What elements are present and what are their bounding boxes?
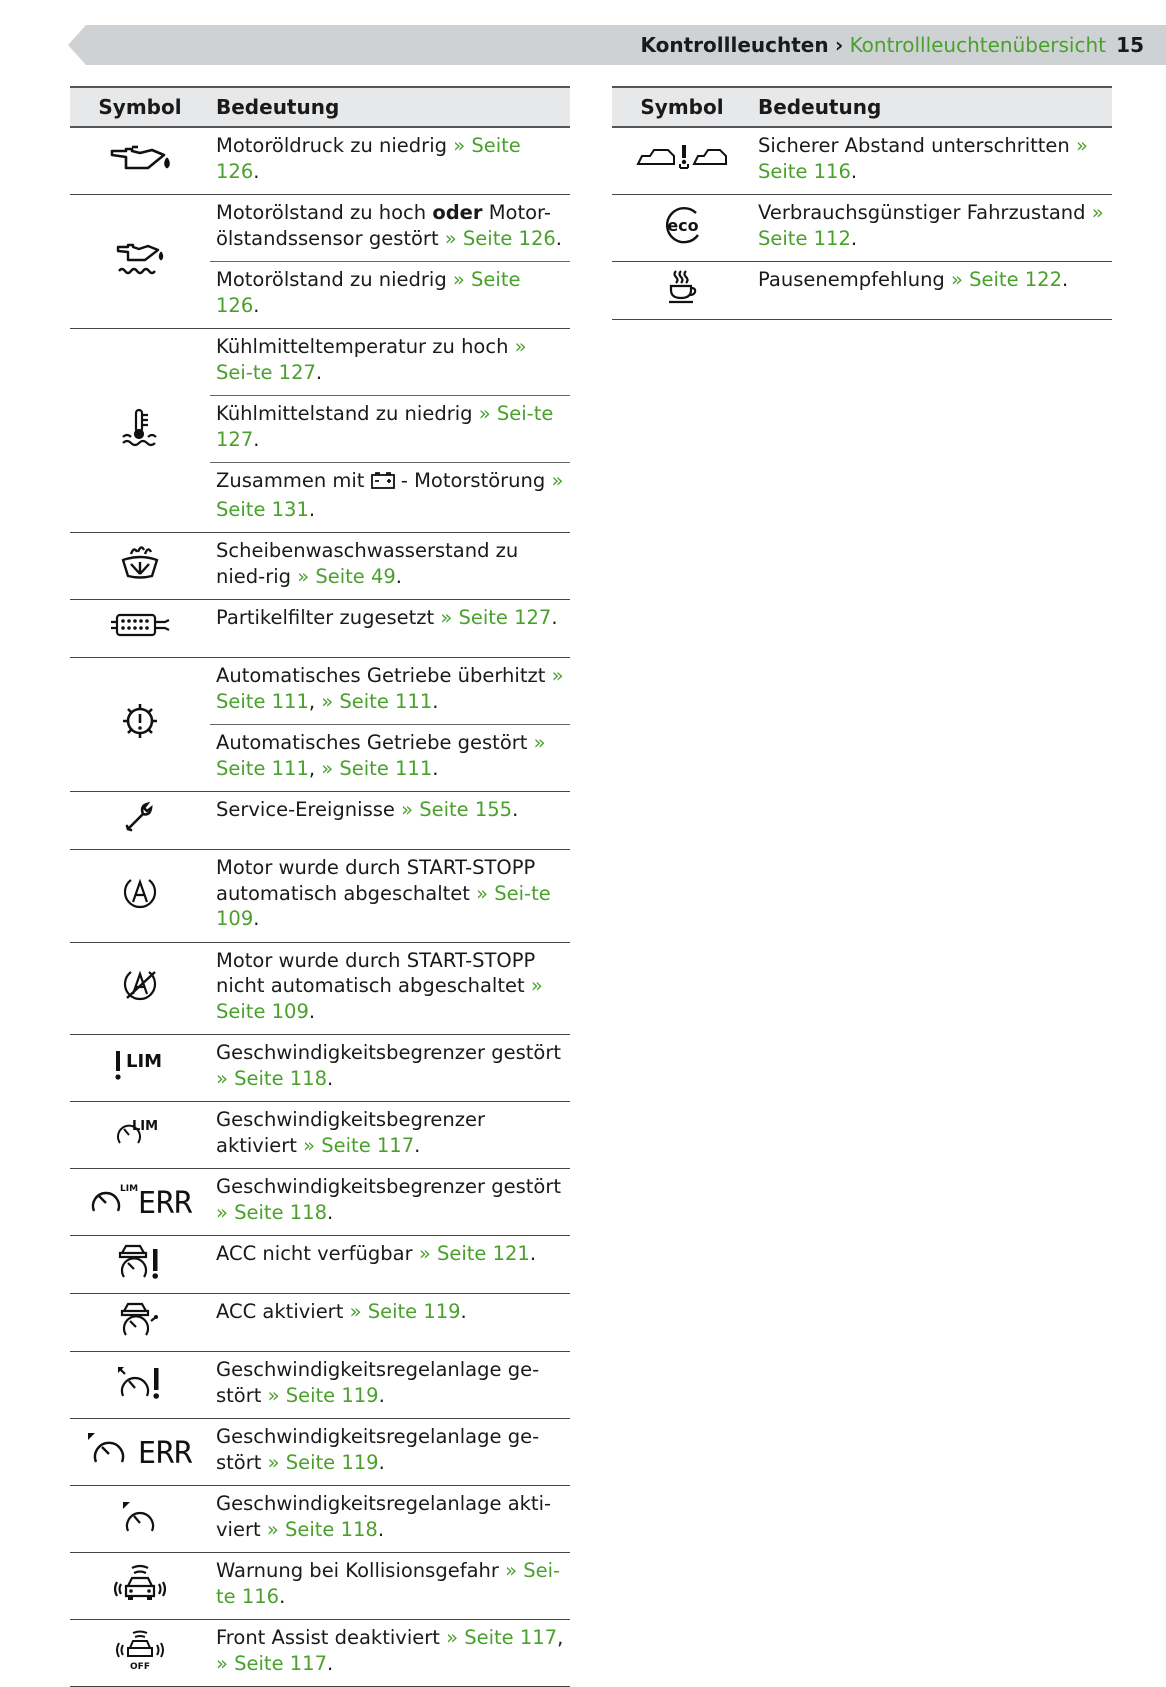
page-link[interactable]: » Seite 131 xyxy=(216,469,564,521)
table-header-row xyxy=(612,87,1112,127)
table-row xyxy=(70,1236,570,1294)
meaning-cell xyxy=(210,1169,570,1236)
meaning-text: Partikelfilter zugesetzt xyxy=(216,606,435,629)
symbol-cell xyxy=(70,1294,210,1352)
table-row xyxy=(70,1352,570,1419)
symbol-cell xyxy=(70,1236,210,1294)
meaning-cell: Automatisches Getriebe gestört » Seite 111, » Seite 111. xyxy=(210,725,570,792)
err-label: ERR xyxy=(138,1185,193,1217)
breadcrumb xyxy=(640,31,1106,59)
meaning-cell xyxy=(210,533,570,600)
table-row xyxy=(70,1553,570,1620)
table-row xyxy=(70,1294,570,1352)
meaning-tail: . xyxy=(432,689,439,713)
meaning-tail: . xyxy=(315,360,323,384)
eco-icon xyxy=(660,205,704,245)
meaning-text: Front Assist deaktiviert xyxy=(216,1626,440,1649)
breadcrumb-subsection[interactable]: Kontrollleuchtenübersicht xyxy=(849,33,1106,57)
err-label: ERR xyxy=(138,1435,193,1468)
oil-pressure-icon xyxy=(108,141,172,175)
breadcrumb-section[interactable]: Kontrollleuchten xyxy=(640,33,829,57)
symbol-cell xyxy=(70,533,210,600)
column-header-meaning: Bedeutung xyxy=(210,87,570,127)
symbol-cell xyxy=(70,600,210,658)
symbol-cell xyxy=(70,195,210,329)
page-link[interactable]: » Seite 118 xyxy=(266,1517,378,1541)
meaning-cell xyxy=(210,262,570,329)
page-link[interactable]: » Seite 117 xyxy=(303,1133,415,1157)
meaning-cell xyxy=(210,1553,570,1620)
page-link[interactable]: » Sei-te 127 xyxy=(216,335,527,384)
table-row xyxy=(70,792,570,850)
meaning-tail: . xyxy=(378,1450,385,1474)
page-link[interactable]: » Seite 119 xyxy=(267,1383,379,1407)
page-link[interactable]: » Seite 117 xyxy=(446,1626,558,1649)
symbol-cell xyxy=(70,1169,210,1236)
table-row xyxy=(70,127,570,195)
meaning-text: Pausenempfehlung xyxy=(758,268,945,291)
meaning-cell xyxy=(210,1419,570,1486)
meaning-tail: . xyxy=(326,1066,334,1090)
meaning-text: ACC aktiviert xyxy=(216,1300,344,1323)
meaning-tail: . xyxy=(253,159,260,183)
washer-fluid-icon xyxy=(119,544,161,582)
meaning-cell xyxy=(210,942,570,1035)
table-row xyxy=(70,942,570,1035)
meaning-cell xyxy=(210,396,570,463)
off-label: OFF xyxy=(130,1661,150,1671)
meaning-tail: . xyxy=(850,159,858,183)
symbol-cell xyxy=(70,1419,210,1486)
meaning-text: Scheibenwaschwasserstand zu nied-rig xyxy=(216,539,519,588)
meaning-cell xyxy=(752,195,1112,262)
meaning-cell xyxy=(210,600,570,658)
meaning-cell xyxy=(210,792,570,850)
table-row xyxy=(612,262,1112,320)
table-row xyxy=(70,850,570,943)
page-link[interactable]: » Seite 111 xyxy=(321,756,433,780)
symbol-cell xyxy=(70,329,210,533)
meaning-cell xyxy=(210,1294,570,1352)
cruise-err-icon xyxy=(86,1430,194,1468)
page-link[interactable]: » Seite 111 xyxy=(321,689,433,713)
page-link[interactable]: » Seite 109 xyxy=(216,974,543,1023)
lim-active-icon xyxy=(114,1115,166,1149)
meaning-cell xyxy=(210,195,570,262)
particle-filter-icon xyxy=(109,610,171,640)
safe-distance-icon xyxy=(634,142,730,174)
meaning-cell xyxy=(210,463,570,533)
acc-active-icon xyxy=(118,1299,162,1339)
coolant-icon xyxy=(120,407,160,447)
meaning-tail: . xyxy=(850,226,858,250)
meaning-tail: . xyxy=(377,1517,385,1541)
meaning-text: Geschwindigkeitsbegrenzer gestört xyxy=(216,1041,561,1064)
page-link[interactable]: » Seite 155 xyxy=(401,798,513,821)
meaning-text: Geschwindigkeitsregelanlage ge-stört xyxy=(216,1358,540,1407)
page-link[interactable]: » Seite 126 xyxy=(444,226,556,250)
meaning-tail: . xyxy=(308,999,316,1023)
lim-label: LIM xyxy=(126,1050,163,1072)
meaning-tail: . xyxy=(253,293,260,317)
meaning-text: Geschwindigkeitsbegrenzer gestört xyxy=(216,1175,561,1198)
symbol-cell xyxy=(70,792,210,850)
meaning-tail: . xyxy=(432,756,439,780)
table-row xyxy=(70,533,570,600)
page-link[interactable]: » Seite 127 xyxy=(440,606,552,629)
meaning-cell xyxy=(752,262,1112,320)
page-link[interactable]: » Seite 111 xyxy=(216,731,546,780)
page-link[interactable]: » Sei-te 109 xyxy=(216,881,551,930)
cruise-fault-icon xyxy=(115,1362,165,1402)
page-link[interactable]: » Seite 126 xyxy=(216,268,521,317)
table-row xyxy=(70,329,570,396)
symbol-cell xyxy=(70,1035,210,1102)
cruise-active-icon xyxy=(120,1497,160,1535)
meaning-tail: . xyxy=(460,1300,467,1323)
table-row xyxy=(70,600,570,658)
meaning-tail: . xyxy=(279,1584,286,1608)
breadcrumb-separator: › xyxy=(834,33,844,57)
page-link[interactable]: » Seite 49 xyxy=(297,564,396,588)
meaning-cell xyxy=(210,1102,570,1169)
meaning-text: Kühlmitteltemperatur zu hoch xyxy=(216,335,509,358)
table-row xyxy=(612,195,1112,262)
page-link[interactable]: » Seite 112 xyxy=(758,201,1104,250)
meaning-cell xyxy=(752,127,1112,195)
meaning-tail: . xyxy=(395,564,402,588)
page-number: 15 xyxy=(1116,33,1144,57)
meaning-tail: . xyxy=(378,1383,385,1407)
meaning-text: Automatisches Getriebe gestört xyxy=(216,731,528,754)
start-stop-off-icon xyxy=(121,966,159,1004)
wrench-icon xyxy=(123,800,157,834)
warning-lights-table-right xyxy=(612,86,1112,320)
meaning-text: Warnung bei Kollisionsgefahr xyxy=(216,1559,499,1582)
meaning-tail: . xyxy=(414,1133,421,1157)
meaning-tail: . xyxy=(512,798,519,821)
symbol-cell xyxy=(70,658,210,792)
meaning-text: - Motorstörung xyxy=(394,469,546,492)
warning-lights-table-left xyxy=(70,86,570,1687)
meaning-text: Kühlmittelstand zu niedrig xyxy=(216,402,473,425)
meaning-text: Geschwindigkeitsregelanlage ge-stört xyxy=(216,1425,540,1474)
page-link[interactable]: » Seite 122 xyxy=(951,268,1062,291)
table-row xyxy=(70,1486,570,1553)
meaning-cell xyxy=(210,1035,570,1102)
table-row xyxy=(70,195,570,262)
start-stop-icon xyxy=(121,874,159,912)
meaning-tail: . xyxy=(551,606,558,629)
meaning-text: Verbrauchsgünstiger Fahrzustand xyxy=(758,201,1086,224)
page-link[interactable]: » Sei-te 116 xyxy=(216,1559,561,1608)
column-header-meaning: Bedeutung xyxy=(752,87,1112,127)
meaning-text: Motoröldruck zu niedrig xyxy=(216,134,447,157)
front-assist-off-icon xyxy=(116,1629,164,1671)
meaning-tail: . xyxy=(308,497,316,521)
page-link[interactable]: » Seite 116 xyxy=(758,134,1088,183)
symbol-cell xyxy=(70,127,210,195)
symbol-cell xyxy=(70,1486,210,1553)
acc-unavailable-icon xyxy=(116,1241,164,1281)
symbol-cell xyxy=(70,850,210,943)
oil-level-icon xyxy=(115,239,165,277)
table-row xyxy=(70,1620,570,1687)
meaning-tail: . xyxy=(529,1242,537,1265)
page-link[interactable]: » Seite 121 xyxy=(418,1242,530,1265)
page-link[interactable]: » Seite 119 xyxy=(349,1300,461,1323)
meaning-tail: . xyxy=(1062,268,1069,291)
meaning-cell xyxy=(210,1486,570,1553)
eco-label: eco xyxy=(667,215,699,235)
meaning-text: Motor wurde durch START-STOPP automatisch abgeschaltet xyxy=(216,856,536,905)
meaning-text: Geschwindigkeitsregelanlage akti-viert xyxy=(216,1492,552,1541)
page-link[interactable]: » Sei-te 127 xyxy=(216,402,554,451)
page-link[interactable]: » Seite 118 xyxy=(216,1200,327,1224)
meaning-bold: oder xyxy=(432,201,483,224)
collision-warning-icon xyxy=(114,1564,166,1602)
symbol-cell xyxy=(70,1553,210,1620)
page-link[interactable]: » Seite 111 xyxy=(216,664,564,713)
coffee-icon xyxy=(665,268,699,306)
meaning-tail: . xyxy=(253,427,260,451)
meaning-text: Motor-ölstandssensor gestört xyxy=(216,201,551,250)
meaning-text: Sicherer Abstand unterschritten xyxy=(758,134,1070,157)
lim-err-icon xyxy=(86,1181,194,1217)
meaning-cell xyxy=(210,1352,570,1419)
symbol-cell xyxy=(612,262,752,320)
page-link[interactable]: » Seite 126 xyxy=(216,134,521,183)
meaning-text: Automatisches Getriebe überhitzt xyxy=(216,664,546,687)
symbol-cell xyxy=(612,127,752,195)
meaning-pre: Motorölstand zu hoch xyxy=(216,201,433,224)
table-row xyxy=(70,658,570,725)
meaning-pre: Zusammen mit xyxy=(216,469,371,492)
meaning-tail: . xyxy=(326,1651,334,1675)
meaning-text: ACC nicht verfügbar xyxy=(216,1242,413,1265)
meaning-tail: . xyxy=(326,1200,334,1224)
column-header-symbol: Symbol xyxy=(612,87,752,127)
lim-small-label: LIM xyxy=(120,1183,139,1194)
meaning-tail: . xyxy=(253,907,260,930)
page-link[interactable]: » Seite 119 xyxy=(267,1450,379,1474)
meaning-cell xyxy=(210,850,570,943)
running-header xyxy=(68,25,1166,65)
symbol-cell xyxy=(70,1102,210,1169)
meaning-text: Service-Ereignisse xyxy=(216,798,395,821)
meaning-cell xyxy=(210,127,570,195)
meaning-text: Geschwindigkeitsbegrenzer aktiviert xyxy=(216,1108,486,1157)
lim-label: LIM xyxy=(132,1118,159,1134)
battery-icon xyxy=(371,471,395,497)
table-row xyxy=(612,127,1112,195)
symbol-cell xyxy=(612,195,752,262)
meaning-cell xyxy=(210,329,570,396)
page-link[interactable]: » Seite 117 xyxy=(216,1651,327,1675)
column-header-symbol: Symbol xyxy=(70,87,210,127)
meaning-text: Motor wurde durch START-STOPP nicht automatisch abgeschaltet xyxy=(216,948,536,997)
symbol-cell xyxy=(70,1620,210,1687)
table-row xyxy=(70,1169,570,1236)
meaning-tail: . xyxy=(555,226,562,250)
symbol-cell xyxy=(70,1352,210,1419)
table-row xyxy=(70,1035,570,1102)
table-row xyxy=(70,1419,570,1486)
symbol-cell xyxy=(70,942,210,1035)
table-row xyxy=(70,1102,570,1169)
table-header-row xyxy=(70,87,570,127)
meaning-cell xyxy=(210,1236,570,1294)
meaning-cell: Automatisches Getriebe überhitzt » Seite 111, » Seite 111. xyxy=(210,658,570,725)
meaning-text: Motorölstand zu niedrig xyxy=(216,268,447,291)
gearbox-icon xyxy=(121,702,159,740)
lim-fault-icon xyxy=(112,1048,168,1082)
page-link[interactable]: » Seite 118 xyxy=(216,1066,327,1090)
meaning-cell: Front Assist deaktiviert » Seite 117, » Seite 117. xyxy=(210,1620,570,1687)
